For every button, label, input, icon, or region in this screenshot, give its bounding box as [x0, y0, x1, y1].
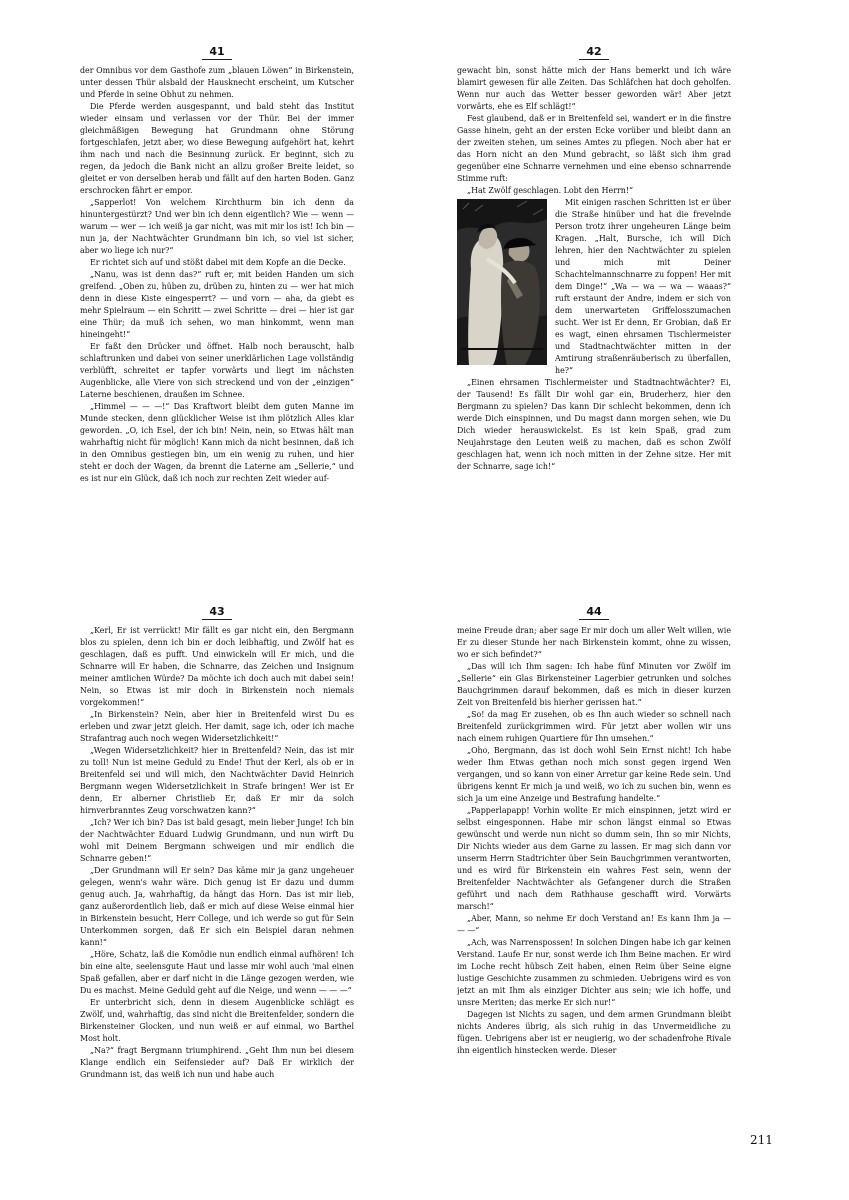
page-number: 42: [586, 46, 602, 58]
woodcut-illustration: [457, 199, 547, 365]
paragraph: „In Birkenstein? Nein, aber hier in Breitenfeld wirst Du es erleben und zwar jetzt gleich. Her damit, sage ich, oder ich mache Strafantrag auch noch wegen Widersetzlichkeit!“: [80, 710, 354, 743]
night-watchmen-illustration-icon: [457, 199, 547, 365]
paragraph: „Wegen Widersetzlichkeit? hier in Breitenfeld? Nein, das ist mir zu toll! Nun ist meine Geduld zu Ende! Thut der Kerl, als ob er in Breitenfeld sei und will mich, den Nachtwächter David Heinrich Bergmann wegen Widersetzlichkeit in Strafe bringen! Wer ist Er denn, Er alberner Christlieb Er, daß Er mir da solch hirnverbranntes Zeug vorschwatzen kann?“: [80, 746, 354, 815]
paragraph: meine Freude dran; aber sage Er mir doch um aller Welt willen, wie Er zu dieser Stunde her nach Birkenstein kommt, ohne zu wissen, wo er sich befindet?“: [457, 626, 731, 659]
paragraph: „Der Grundmann will Er sein? Das käme mir ja ganz ungeheuer gelegen, wenn's wahr wäre. Dich genug ist Er dazu und dumm genug auch. Ja, wahrhaftig, da hängt das Horn. Das ist mir lieb, ganz außerordentlich lieb, daß er mich auf diese Weise einmal hier in Birkenstein besucht, Herr College, und ich werde so gut für Sein Unterkommen sorgen, daß Er sich ein Beispiel daran nehmen kann!“: [80, 866, 354, 947]
paragraph: Die Pferde werden ausgespannt, und bald steht das Institut wieder einsam und verlassen vor der Thür. Bei der immer gleichmäßigen Bewegung hat Grundmann ohne Störung fortgeschlafen, jetzt aber, wo diese Bewegung aufgehört hat, kehrt ihm nach und nach die Besinnung zurück. Er beginnt, sich zu regen, da jedoch die Bank nicht an allzu großer Breite leidet, so gleitet er von derselben herab und fällt auf den harten Boden. Ganz erschrocken fährt er empor.: [80, 102, 354, 195]
paragraph: „Nanu, was ist denn das?“ ruft er, mit beiden Handen um sich greifend. „Oben zu, hüben zu, drüben zu, hinten zu — wer hat mich denn in diese Kiste eingesperrt? — und vorn — aha, da giebt es mehr Spielraum — ein Schritt — zwei Schritte — drei — hier ist gar eine Thür; da muß ich sehen, wo man hinkommt, wenn man hineingeht!“: [80, 270, 354, 339]
paragraph: „Aber, Mann, so nehme Er doch Verstand an! Es kann Ihm ja — — —“: [457, 914, 731, 935]
paragraph: „Papperlapapp! Vorhin wollte Er mich einspinnen, jetzt wird er selbst eingesponnen. Habe mir schon längst einmal so Etwas gewünscht und werde nun nicht so dumm sein, Ihn so mir Nichts, Dir Nichts wieder aus dem Garne zu lassen. Er mag sich dann vor unserm Herrn Stadtrichter über Sein Bauchgrimmen verantworten, und es wird für Birkenstein ein wahres Fest sein, wenn der Breitenfelder Nachtwächter als Gefangener durch die Straßen geführt und nach dem Rathhause geschafft wird. Vorwärts marsch!“: [457, 806, 731, 911]
paragraph: „Kerl, Er ist verrückt! Mir fällt es gar nicht ein, den Bergmann blos zu spielen, denn ich bin er doch leibhaftig, und Zwölf hat es geschlagen, daß es pufft. Und einwickeln will Er mich, und die Schnarre will Er haben, die Schnarre, das Zeichen und Insignum meiner amtlichen Würde? Da möchte ich doch auch mit dabei sein! Nein, so Etwas ist mir doch in Birkenstein noch niemals vorgekommen!“: [80, 626, 354, 707]
paragraph: „Hat Zwölf geschlagen. Lobt den Herrn!“: [467, 186, 634, 195]
page-number: 44: [586, 606, 602, 618]
page-44-text: [457, 625, 731, 1057]
paragraph: „Sapperlot! Von welchem Kirchthurm bin ich denn da hinuntergestürzt? Und wer bin ich denn eigentlich? Wie — wenn — warum — wer — ich weiß ja gar nicht, was mit mir los ist! Ich bin — nun ja, der Nachtwächter Grundmann bin ich, so viel ist sicher, aber wo liege ich nur?“: [80, 198, 354, 255]
paragraph: „Einen ehrsamen Tischlermeister und Stadtnachtwächter? Ei, der Tausend! Es fällt Dir wohl gar ein, Bruderherz, hier den Bergmann zu spielen? Das kann Dir schlecht bekommen, denn ich werde Dich einspinnen, und Du magst dann morgen sehen, wie Du Dich wieder herauswickelst. Es ist kein Spaß, grad zum Neujahrstage den Leuten weiß zu machen, daß es schon Zwölf geschlagen hat, wenn ich noch mitten in der Zehne sitze. Her mit der Schnarre, sage ich!“: [457, 378, 731, 471]
page-43-text: [80, 625, 354, 1081]
page-42-column: [457, 46, 731, 554]
paragraph: gewacht bin, sonst hätte mich der Hans bemerkt und ich wäre blamirt gewesen für alle Zeiten. Das Schläfchen hat doch geholfen. Wenn nur auch das Wetter besser geworden wär! Aber jetzt vorwärts, ehe es Elf schlägt!“: [457, 66, 731, 111]
paragraph: Fest glaubend, daß er in Breitenfeld sei, wandert er in die finstre Gasse hinein, geht an der ersten Ecke vorüber und bleibt dann an der zweiten stehen, um seines Amtes zu pflegen. Noch aber hat er das Horn nicht an den Mund gebracht, so läßt sich ihm grad gegenüber eine Schnarre vernehmen und eine ebenso schnarrende Stimme ruft:: [457, 114, 731, 183]
page-44-column: [457, 606, 731, 1114]
paragraph: „Himmel — — —!“ Das Kraftwort bleibt dem guten Manne im Munde stecken, denn glücklicher Weise ist ihm plötzlich Alles klar geworden. „O, ich Esel, der ich bin! Nein, nein, so Etwas hält man wahrhaftig nicht für möglich! Kann mich da nicht besinnen, daß ich in den Omnibus gestiegen bin, um ein wenig zu ruhen, und hier steht er doch der Wagen, da brennt die Laterne am „Sellerie,“ und es ist nur ein Glück, daß ich noch zur rechten Zeit wieder auf-: [80, 402, 354, 483]
paragraph: „Oho, Bergmann, das ist doch wohl Sein Ernst nicht! Ich habe weder Ihm Etwas gethan noch mich sonst gegen irgend Wen vergangen, und so kann von einer Arretur gar keine Rede sein. Und übrigens kennt Er mich ja und weiß, wo ich zu suchen bin, wenn es sich ja um eine Anzeige und Bestrafung handelte.“: [457, 746, 731, 803]
paragraph: Er richtet sich auf und stößt dabei mit dem Kopfe an die Decke.: [90, 258, 346, 267]
page-43-column: [80, 606, 354, 1114]
paragraph: „Ich? Wer ich bin? Das ist bald gesagt, mein lieber Junge! Ich bin der Nachtwächter Eduard Ludwig Grundmann, und nun wirft Du wohl mit Deinem Bergmann schweigen und mir endlich die Schnarre geben!“: [80, 818, 354, 863]
page-41-column: [80, 46, 354, 554]
page-number: 43: [209, 606, 225, 618]
page-number-rule: [579, 619, 609, 620]
paragraph: „So! da mag Er zusehen, ob es Ihn auch wieder so schnell nach Breitenfeld zurückgrimmen wird. Für jetzt aber wollen wir uns nach einem ruhigen Quartiere für Ihn umsehen.“: [457, 710, 731, 743]
page-42-text: [457, 65, 731, 473]
paragraph: Dagegen ist Nichts zu sagen, und dem armen Grundmann bleibt nichts Anderes übrig, als sich ruhig in das Unvermeidliche zu fügen. Uebrigens aber ist er neugierig, wo der schadenfrohe Rivale ihn eigentlich hinstecken werde. Dieser: [457, 1010, 731, 1055]
folio-page-number: 211: [750, 1133, 773, 1147]
paragraph: „Na?“ fragt Bergmann triumphirend. „Geht Ihm nun bei diesem Klange endlich ein Seifensieder auf? Daß Er wirklich der Grundmann ist, das weiß ich nun und habe auch: [80, 1046, 354, 1079]
page-number: 41: [209, 46, 225, 58]
paragraph: Er faßt den Drücker und öffnet. Halb noch berauscht, halb schlaftrunken und dabei von seiner unerklärlichen Lage vollständig verblüfft, schreitet er tapfer vorwärts und liegt im nächsten Augenblicke, alle Viere von sich streckend und von der „einzigen“ Laterne beschienen, draußen im Schnee.: [80, 342, 354, 399]
paragraph: „Das will ich Ihm sagen: Ich habe fünf Minuten vor Zwölf im „Sellerie“ ein Glas Birkensteiner Lagerbier getrunken und solches Bauchgrimmen darauf bekommen, daß es mich in dieser kurzen Zeit von Breitenfeld bis hierher gerissen hat.“: [457, 662, 731, 707]
paragraph: Mit einigen raschen Schritten ist er über die Straße hinüber und hat die frevelnde Person trotz ihrer ungeheuren Länge beim Kragen. „Halt, Bursche, ich will Dich lehren, hier den Nachtwächter zu spielen und mich mit Deiner Schachtelmannschnarre zu foppen! Her mit dem Dinge!“ „Wa — wa — wa — waaas?“ ruft erstaunt der Andre, indem er sich von dem unerwarteten Griffelosszumachen sucht. Wer ist Er denn, Er Grobian, daß Er es wagt, einen ehrsamen Tischlermeister und Stadtnachtwächter mitten in der Amtirung straßenräuberisch zu überfallen, he?“: [555, 198, 731, 375]
page-41-text: [80, 65, 354, 485]
paragraph: „Ach, was Narrenspossen! In solchen Dingen habe ich gar keinen Verstand. Laufe Er nur, sonst werde ich Ihm Beine machen. Er wird im Loche recht hübsch Zeit haben, einen Reim über Seine eigne lustige Geschichte zusammen zu schmieden. Uebrigens wird es von jetzt an mit Ihm als einziger Dichter aus sein; wie ich hoffe, und unsre Meriten; das merke Er sich nur!“: [457, 938, 731, 1007]
page-number-rule: [202, 59, 232, 60]
paragraph: der Omnibus vor dem Gasthofe zum „blauen Löwen“ in Birkenstein, unter dessen Thür alsbald der Hausknecht erscheint, um Kutscher und Pferde in seine Obhut zu nehmen.: [80, 66, 354, 99]
page-number-rule: [579, 59, 609, 60]
paragraph: „Höre, Schatz, laß die Komödie nun endlich einmal aufhören! Ich bin eine alte, seelensgute Haut und lasse mir wohl auch 'mal einen Spaß gefallen, aber er darf nicht in die Länge gezogen werden, wie Du es machst. Meine Geduld geht auf die Neige, und wenn — — —“: [80, 950, 354, 995]
page-number-rule: [202, 619, 232, 620]
paragraph: Er unterbricht sich, denn in diesem Augenblicke schlägt es Zwölf, und, wahrhaftig, das sind nicht die Breitenfelder, sondern die Birkensteiner Glocken, und nun weiß er auf einmal, wo Barthel Most holt.: [80, 998, 354, 1043]
